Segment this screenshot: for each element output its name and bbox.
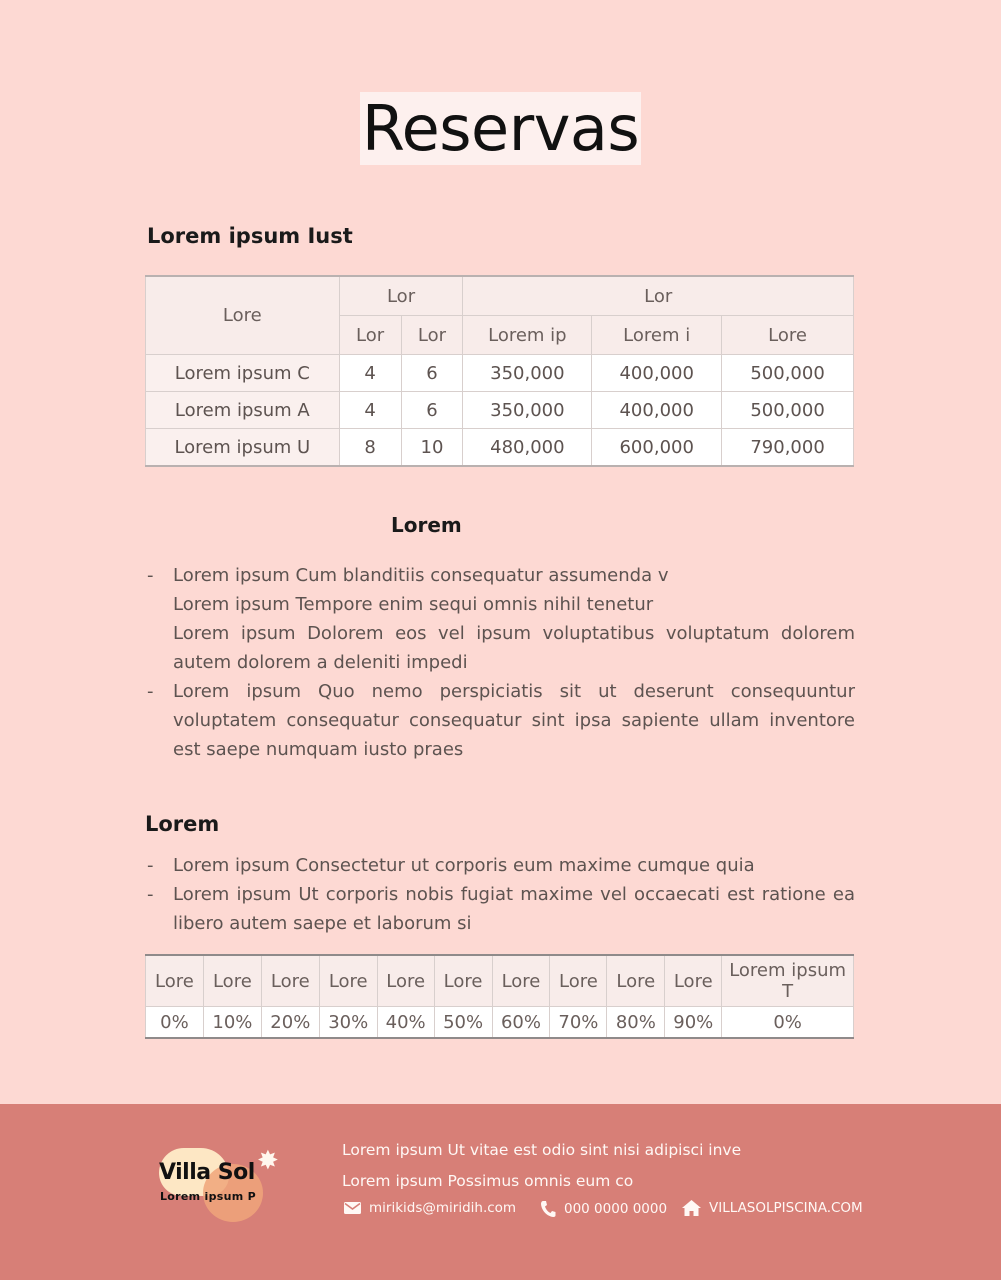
section1-heading: Lorem ipsum Iust bbox=[147, 224, 353, 248]
table-header-cell: Lore bbox=[550, 955, 607, 1007]
list-item bbox=[147, 851, 855, 880]
list-item bbox=[147, 561, 855, 677]
page-title-wrap bbox=[0, 92, 1001, 166]
footer bbox=[0, 1104, 1001, 1280]
table-cell: 20% bbox=[261, 1007, 319, 1039]
table-header-cell: Lorem ipsum T bbox=[722, 955, 854, 1007]
table-cell: 70% bbox=[550, 1007, 607, 1039]
contact-phone[interactable] bbox=[540, 1200, 667, 1218]
table-header-cell: Lore bbox=[146, 276, 340, 355]
table-cell: 40% bbox=[377, 1007, 434, 1039]
list-dash: - bbox=[147, 884, 154, 905]
list-line: Lorem ipsum Cum blanditiis consequatur assumenda v bbox=[173, 565, 669, 586]
page-title: Reservas bbox=[361, 92, 640, 165]
logo bbox=[157, 1142, 292, 1222]
phone-icon bbox=[540, 1200, 556, 1218]
list-item bbox=[147, 677, 855, 764]
logo-name: Villa Sol bbox=[159, 1160, 255, 1185]
table-header-cell: Lore bbox=[146, 955, 204, 1007]
table-cell: 350,000 bbox=[463, 392, 592, 429]
table-row bbox=[146, 1007, 854, 1039]
table-header-cell: Lore bbox=[722, 316, 854, 355]
discount-table bbox=[145, 954, 854, 1039]
list-dash: - bbox=[147, 855, 154, 876]
table-cell: 10 bbox=[401, 429, 463, 467]
table-header-cell: Lore bbox=[319, 955, 377, 1007]
table-cell: 600,000 bbox=[592, 429, 722, 467]
table-cell: 0% bbox=[146, 1007, 204, 1039]
row-label: Lorem ipsum C bbox=[146, 355, 340, 392]
table-header-cell: Lorem ip bbox=[463, 316, 592, 355]
table-cell: 30% bbox=[319, 1007, 377, 1039]
row-label: Lorem ipsum A bbox=[146, 392, 340, 429]
table-cell: 400,000 bbox=[592, 355, 722, 392]
table-cell: 350,000 bbox=[463, 355, 592, 392]
website-text: VILLASOLPISCINA.COM bbox=[709, 1200, 863, 1216]
table-cell: 4 bbox=[339, 355, 401, 392]
table-cell: 480,000 bbox=[463, 429, 592, 467]
table-header-cell: Lor bbox=[339, 276, 463, 316]
table-cell: 80% bbox=[607, 1007, 665, 1039]
list-line: Lorem ipsum Quo nemo perspiciatis sit ut deserunt consequuntur voluptatem consequatur consequatur sint ipsa sapiente ullam inventore est saepe numquam iusto praes bbox=[173, 681, 855, 760]
list-dash: - bbox=[147, 565, 154, 586]
sparkle-icon: ✸ bbox=[257, 1146, 279, 1176]
table-header-cell: Lore bbox=[665, 955, 722, 1007]
table-header-cell: Lore bbox=[261, 955, 319, 1007]
list-item bbox=[147, 880, 855, 938]
section2-list bbox=[147, 561, 855, 764]
table-cell: 0% bbox=[722, 1007, 854, 1039]
table-header-cell: Lorem i bbox=[592, 316, 722, 355]
table-cell: 500,000 bbox=[722, 392, 854, 429]
logo-tagline: Lorem ipsum P bbox=[160, 1190, 257, 1203]
table-header-row bbox=[146, 955, 854, 1007]
table-cell: 50% bbox=[434, 1007, 492, 1039]
envelope-icon bbox=[344, 1202, 361, 1214]
row-label: Lorem ipsum U bbox=[146, 429, 340, 467]
home-icon bbox=[682, 1200, 701, 1216]
table-header-row bbox=[146, 276, 854, 316]
table-cell: 10% bbox=[203, 1007, 261, 1039]
table-header-cell: Lor bbox=[463, 276, 854, 316]
list-line: Lorem ipsum Ut corporis nobis fugiat maxime vel occaecati est ratione ea libero autem saepe et laborum si bbox=[173, 884, 855, 934]
table-header-cell: Lore bbox=[434, 955, 492, 1007]
list-line: Lorem ipsum Tempore enim sequi omnis nihil tenetur bbox=[173, 594, 654, 615]
table-row bbox=[146, 429, 854, 467]
table-cell: 400,000 bbox=[592, 392, 722, 429]
table-cell: 790,000 bbox=[722, 429, 854, 467]
list-dash: - bbox=[147, 681, 154, 702]
table-cell: 60% bbox=[492, 1007, 550, 1039]
footer-line-1: Lorem ipsum Ut vitae est odio sint nisi adipisci inve bbox=[342, 1141, 742, 1159]
table-row bbox=[146, 392, 854, 429]
list-line: Lorem ipsum Consectetur ut corporis eum maxime cumque quia bbox=[173, 855, 755, 876]
table-header-cell: Lore bbox=[203, 955, 261, 1007]
email-text: mirikids@miridih.com bbox=[369, 1200, 517, 1216]
footer-line-2: Lorem ipsum Possimus omnis eum co bbox=[342, 1172, 634, 1190]
section3-heading: Lorem bbox=[145, 812, 220, 836]
table-header-cell: Lore bbox=[377, 955, 434, 1007]
table-cell: 500,000 bbox=[722, 355, 854, 392]
table-cell: 90% bbox=[665, 1007, 722, 1039]
table-row bbox=[146, 355, 854, 392]
list-line: Lorem ipsum Dolorem eos vel ipsum voluptatibus voluptatum dolorem autem dolorem a deleniti impedi bbox=[173, 623, 855, 673]
table-cell: 6 bbox=[401, 392, 463, 429]
contact-website[interactable] bbox=[682, 1200, 863, 1216]
table-header-cell: Lore bbox=[607, 955, 665, 1007]
section2-heading: Lorem bbox=[391, 513, 462, 537]
table-cell: 4 bbox=[339, 392, 401, 429]
table-header-cell: Lor bbox=[339, 316, 401, 355]
table-cell: 8 bbox=[339, 429, 401, 467]
table-header-cell: Lore bbox=[492, 955, 550, 1007]
pricing-table bbox=[145, 275, 854, 467]
section3-list bbox=[147, 851, 855, 938]
table-cell: 6 bbox=[401, 355, 463, 392]
phone-text: 000 0000 0000 bbox=[564, 1201, 668, 1217]
contact-email[interactable] bbox=[344, 1200, 516, 1216]
table-header-cell: Lor bbox=[401, 316, 463, 355]
